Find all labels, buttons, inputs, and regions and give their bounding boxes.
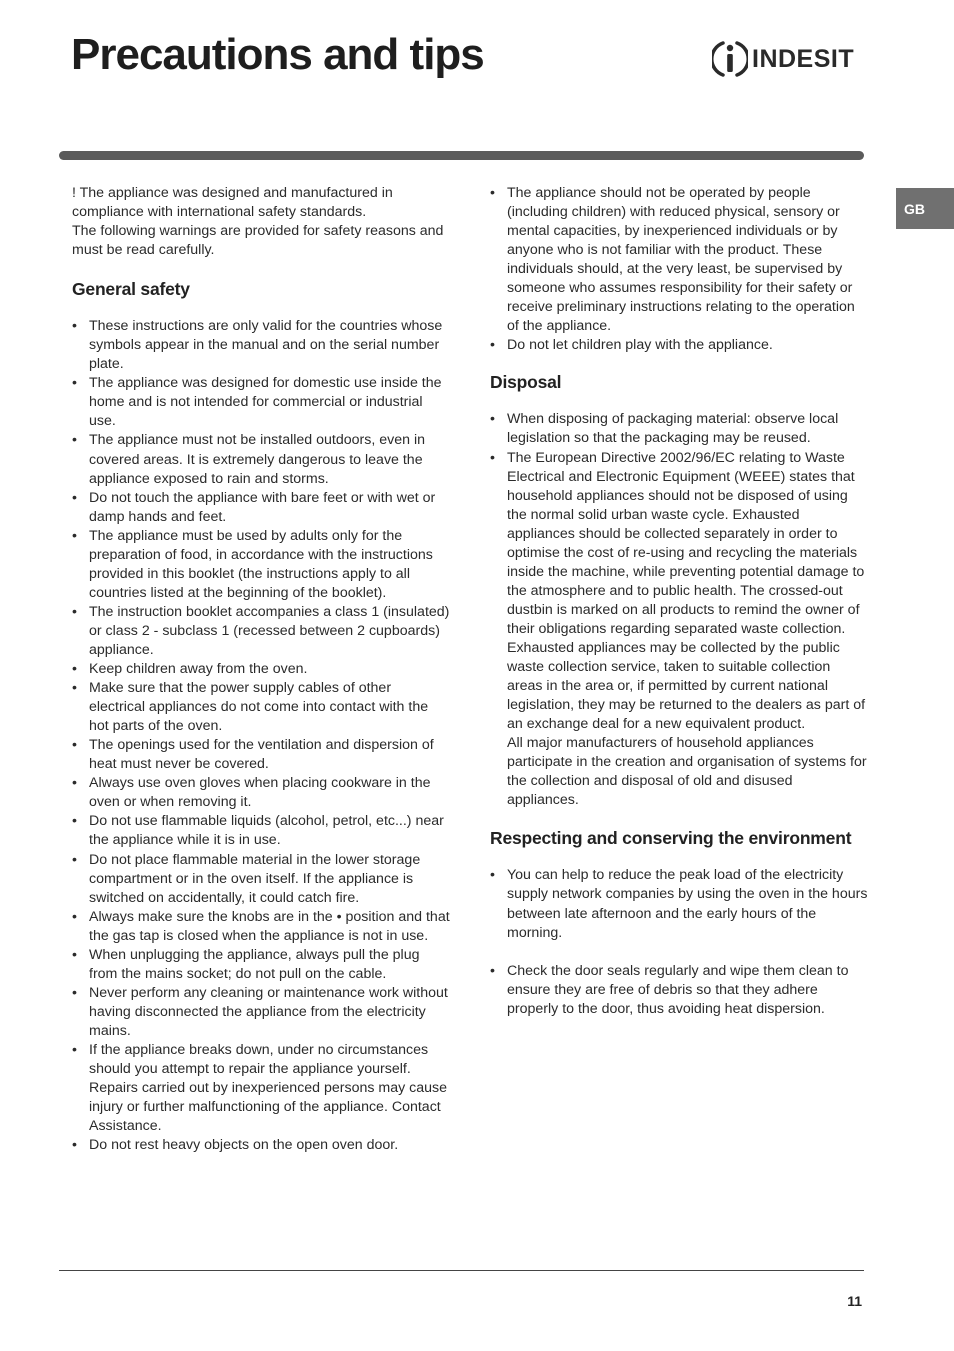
list-item: • When unplugging the appliance, always pull the plug from the mains socket; do not pull on the cable.	[72, 946, 450, 984]
list-item: • Always make sure the knobs are in the • position and that the gas tap is closed when the appliance is not in use.	[72, 908, 450, 946]
intro-text: The following warnings are provided for safety reasons and must be read carefully.	[72, 223, 444, 259]
intro-text: ! The appliance was designed and manufactured in compliance with international safety standards.	[72, 185, 393, 221]
section-heading-general-safety: General safety	[72, 279, 190, 300]
list-item: • The appliance must be used by adults only for the preparation of food, in accordance with the instructions provided in this booklet (the instructions apply to all countries listed at the beginning of the booklet).	[72, 527, 450, 603]
list-item: • The appliance was designed for domestic use inside the home and is not intended for commercial or industrial use.	[72, 374, 450, 431]
list-item: • The openings used for the ventilation and dispersion of heat must never be covered.	[72, 736, 450, 774]
page-number: 11	[847, 1293, 862, 1309]
logo-text: INDESIT	[752, 44, 855, 73]
list-item: • Do not touch the appliance with bare feet or with wet or damp hands and feet.	[72, 489, 450, 527]
operation-warnings-list	[490, 184, 868, 355]
language-tab: GB	[896, 188, 954, 229]
general-safety-list	[72, 317, 450, 1155]
disposal-list	[490, 410, 868, 639]
list-item: • Never perform any cleaning or maintenance work without having disconnected the appliance from the electricity mains.	[72, 984, 450, 1041]
list-item: • Do not rest heavy objects on the open oven door.	[72, 1136, 450, 1155]
list-item: • Keep children away from the oven.	[72, 660, 450, 679]
list-item: • Check the door seals regularly and wipe them clean to ensure they are free of debris so that they adhere properly to the door, thus avoiding heat dispersion.	[490, 962, 868, 1019]
section-heading-environment: Respecting and conserving the environment	[490, 828, 852, 849]
indesit-logo-icon	[712, 38, 748, 80]
left-column	[72, 184, 450, 1155]
list-item: • The appliance must not be installed outdoors, even in covered areas. It is extremely dangerous to leave the appliance exposed to rain and storms.	[72, 431, 450, 488]
top-divider	[59, 151, 864, 160]
list-item: • Make sure that the power supply cables of other electrical appliances do not come into contact with the hot parts of the oven.	[72, 679, 450, 736]
page-title: Precautions and tips	[71, 30, 484, 79]
list-item: • If the appliance breaks down, under no circumstances should you attempt to repair the appliance yourself. Repairs carried out by inexperienced persons may cause injury or further malfunctioning of the appliance. Contact Assistance.	[72, 1041, 450, 1136]
disposal-paragraph: All major manufacturers of household appliances participate in the creation and organisation of systems for the collection and disposal of old and disused appliances.	[507, 735, 867, 809]
list-item: • You can help to reduce the peak load of the electricity supply network companies by using the oven in the hours between late afternoon and the early hours of the morning.	[490, 866, 868, 942]
environment-list	[490, 866, 868, 1018]
list-item: • The appliance should not be operated by people (including children) with reduced physical, sensory or mental capacities, by inexperienced individuals or by anyone who is not familiar with the product. These individuals should, at the very least, be supervised by someone who assumes responsibility for their safety or receive preliminary instructions relating to the operation of the appliance.	[490, 184, 868, 336]
list-item: • Do not use flammable liquids (alcohol, petrol, etc...) near the appliance while it is in use.	[72, 812, 450, 850]
brand-logo	[712, 38, 854, 80]
section-heading-disposal: Disposal	[490, 372, 562, 393]
bottom-divider	[59, 1270, 864, 1271]
list-item: • Do not place flammable material in the lower storage compartment or in the oven itself. If the appliance is switched on accidentally, it could catch fire.	[72, 851, 450, 908]
list-item: • When disposing of packaging material: observe local legislation so that the packaging may be reused.	[490, 410, 868, 448]
right-column	[490, 184, 868, 1019]
list-item: • Do not let children play with the appliance.	[490, 336, 868, 355]
list-item: • Always use oven gloves when placing cookware in the oven or when removing it.	[72, 774, 450, 812]
disposal-paragraph: Exhausted appliances may be collected by the public waste collection service, taken to suitable collection areas in the area or, if permitted by current national legislation, they may be returned to the dealers as part of an exchange deal for a new equivalent product.	[507, 639, 866, 733]
list-item: • These instructions are only valid for the countries whose symbols appear in the manual and on the serial number plate.	[72, 317, 450, 374]
list-item: • The European Directive 2002/96/EC relating to Waste Electrical and Electronic Equipment (WEEE) states that household appliances should not be disposed of using the normal solid urban waste cycle. Exhausted appliances should be collected separately in order to optimise the cost of re-using and recycling the materials inside the machine, while preventing potential damage to the atmosphere and to public health. The crossed-out dustbin is marked on all products to remind the owner of their obligations regarding separated waste collection.	[490, 449, 868, 639]
list-item: • The instruction booklet accompanies a class 1 (insulated) or class 2 - subclass 1 (recessed between 2 cupboards) appliance.	[72, 603, 450, 660]
